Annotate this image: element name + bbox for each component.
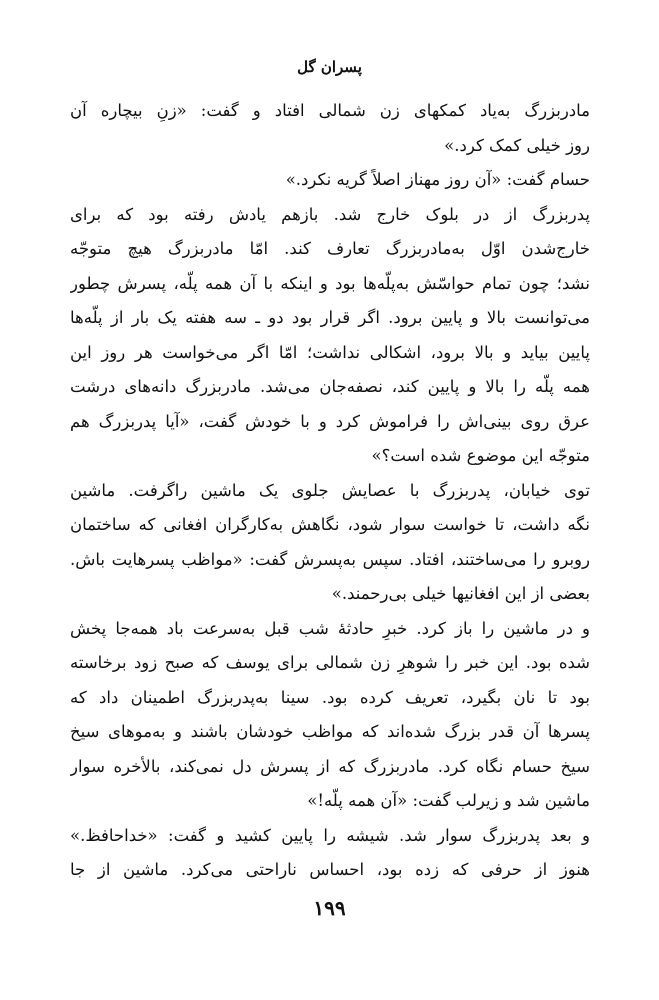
text-line: حسام گفت: «آن روز مهناز اصلاً گریه نکرد.» [285,170,590,189]
text-line: نشد؛ چون تمام حواسّش به‌پلّه‌ها بود و اینکه با آن همه پلّه، پسرش چطور [70,273,590,293]
text-line: می‌توانست بالا و پایین برود. اگر قرار بود دو ـ سه هفته یک بار از پلّه‌ها [70,308,590,327]
text-line: و بعد پدربزرگ سوار شد. شیشه را پایین کشید و گفت: «خداحافظ.» [70,825,590,845]
text-line: روبرو را می‌ساختند، افتاد. سپس به‌پسرش گفت: «مواظب پسرهایت باش. [70,549,590,569]
text-line: ماشین شد و زیرلب گفت: «آن همه پلّه!» [307,791,590,810]
text-line: شده بود. این خبر را شوهرِ زن شمالی برای یوسف که صبح زود برخاسته [70,653,590,672]
text-line: پدربزرگ از در بلوک خارج شد. بازهم یادش رفته بود که برای [70,204,590,224]
text-line: پسرها آن قدر بزرگ شده‌اند که مواظب خودشان باشند و به‌موهای سیخ [70,722,590,741]
text-line: بعضی از این افغانیها خیلی بی‌رحمند.» [331,584,590,603]
text-line: و در ماشین را باز کرد. خبرِ حادثهٔ شب قبل به‌سرعت باد همه‌جا پخش [70,618,590,638]
text-line: توی خیابان، پدربزرگ با عصایش جلوی یک ماشین راگرفت. ماشین [70,480,590,500]
text-line: پایین بیاید و بالا برود، اشکالی نداشت؛ امّا اگر می‌خواست هر روز این [70,342,590,362]
text-line: هنوز از حرفی که زده بود، احساس ناراحتی می‌کرد. ماشین از جا [70,860,590,879]
running-head: پسران گل [297,58,362,76]
text-line: خارج‌شدن اوّل به‌مادربزرگ تعارف کند. امّا مادربزرگ هیچ متوجّه [70,239,590,258]
text-line: عرق روی بینی‌اش را فراموش کرد و با خودش گفت، «آیا پدربزرگ هم [70,411,590,431]
text-line: مادربزرگ به‌یاد کمکهای زن شمالی افتاد و گفت: «زنِ بیچاره آن [70,101,590,120]
text-line: همه پلّه را بالا و پایین کند، نصفه‌جان می‌شد. مادربزرگ دانه‌های درشت [70,377,590,396]
body-text [70,94,590,888]
page-number: ۱۹۹ [313,896,346,920]
text-line: نگه داشت، تا خواست سوار شود، نگاهش به‌کارگران افغانی که ساختمان [70,515,590,534]
text-line: سیخ حسام نگاه کرد. مادربزرگ که از پسرش دل نمی‌کند، بالأخره سوار [70,756,590,776]
text-line: متوجّه این موضوع شده است؟» [371,446,590,465]
text-line: روز خیلی کمک کرد.» [444,135,590,155]
text-line: بود تا نان بگیرد، تعریف کرده بود. سینا به‌پدربزرگ اطمینان داد که [70,687,590,707]
